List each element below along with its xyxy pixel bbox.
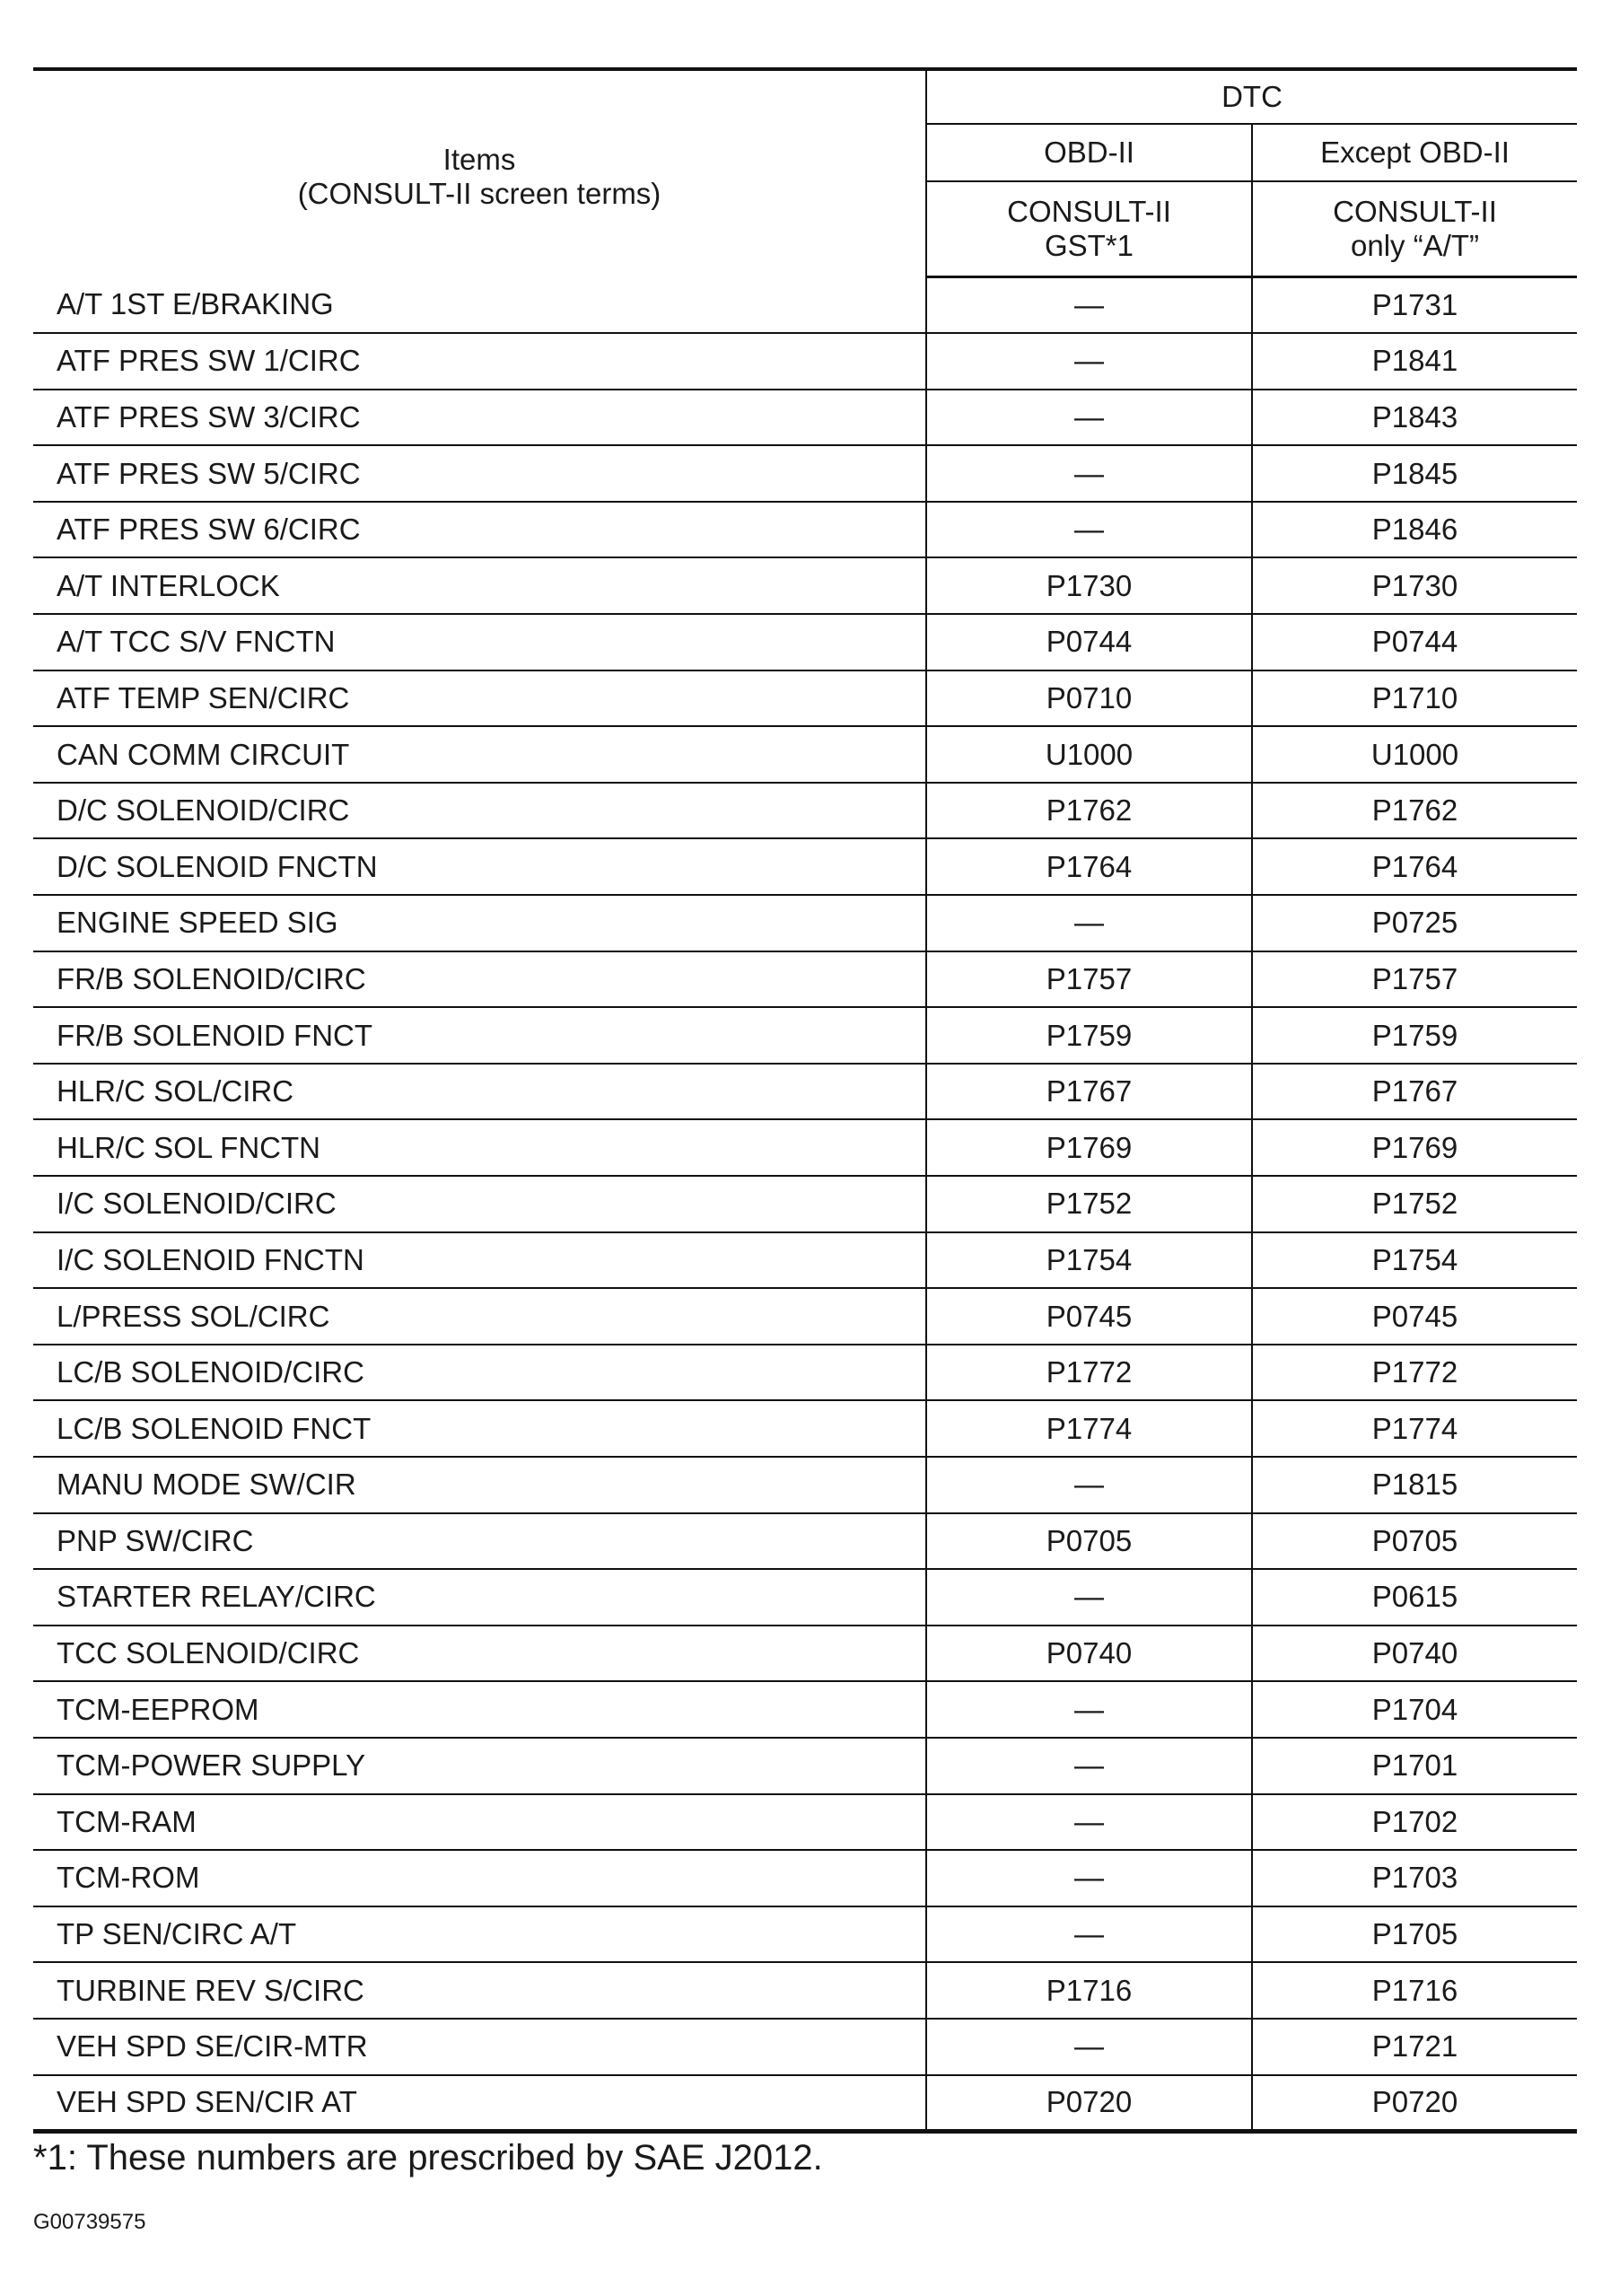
obd-code-cell: P1754 (926, 1232, 1252, 1289)
item-cell: FR/B SOLENOID/CIRC (33, 951, 926, 1008)
table-row (33, 1850, 1577, 1906)
obd-code-cell: P1759 (926, 1007, 1252, 1064)
table-row (33, 1738, 1577, 1794)
except-obd-code-cell: P1772 (1252, 1345, 1577, 1401)
table-row (33, 1794, 1577, 1851)
except-obd-code-cell: P1710 (1252, 670, 1577, 727)
footnote: *1: These numbers are prescribed by SAE J2012. (33, 2138, 823, 2178)
table-row (33, 2075, 1577, 2132)
obd-code-cell: — (926, 1906, 1252, 1963)
obd-code-cell: P1767 (926, 1064, 1252, 1120)
header-except-tool (1252, 181, 1577, 277)
header-obd: OBD-II (926, 124, 1252, 181)
item-cell: TCM-EEPROM (33, 1681, 926, 1738)
obd-code-cell: — (926, 333, 1252, 390)
except-obd-code-cell: P1846 (1252, 502, 1577, 558)
obd-code-cell: P0744 (926, 614, 1252, 670)
item-cell: I/C SOLENOID/CIRC (33, 1176, 926, 1232)
obd-code-cell: P0710 (926, 670, 1252, 727)
obd-code-cell: P0740 (926, 1626, 1252, 1682)
except-obd-code-cell: P1764 (1252, 838, 1577, 895)
except-obd-code-cell: P1843 (1252, 390, 1577, 446)
except-obd-code-cell: P1759 (1252, 1007, 1577, 1064)
item-cell: PNP SW/CIRC (33, 1513, 926, 1570)
except-obd-code-cell: P1841 (1252, 333, 1577, 390)
table-row (33, 502, 1577, 558)
obd-code-cell: — (926, 445, 1252, 502)
table-row (33, 838, 1577, 895)
except-obd-code-cell: P1703 (1252, 1850, 1577, 1906)
table-row (33, 1232, 1577, 1289)
item-cell: STARTER RELAY/CIRC (33, 1569, 926, 1626)
table-row (33, 1906, 1577, 1963)
item-cell: TCM-POWER SUPPLY (33, 1738, 926, 1794)
obd-code-cell: P1764 (926, 838, 1252, 895)
obd-code-cell: P0720 (926, 2075, 1252, 2132)
except-obd-code-cell: P1701 (1252, 1738, 1577, 1794)
table-row (33, 1176, 1577, 1232)
header-except-obd: Except OBD-II (1252, 124, 1577, 181)
header-items (33, 69, 926, 277)
table-row (33, 277, 1577, 334)
obd-code-cell: P1716 (926, 1962, 1252, 2019)
table-row (33, 783, 1577, 839)
figure-code: G00739575 (33, 2210, 146, 2234)
except-obd-code-cell: P1731 (1252, 277, 1577, 334)
dtc-table (33, 67, 1577, 2134)
item-cell: A/T TCC S/V FNCTN (33, 614, 926, 670)
table-row (33, 1119, 1577, 1176)
obd-code-cell: P1774 (926, 1400, 1252, 1457)
table-row (33, 1345, 1577, 1401)
table-row (33, 333, 1577, 390)
item-cell: D/C SOLENOID/CIRC (33, 783, 926, 839)
except-obd-code-cell: P1705 (1252, 1906, 1577, 1963)
header-obd-tool-line2: GST*1 (1044, 229, 1134, 262)
item-cell: ATF PRES SW 5/CIRC (33, 445, 926, 502)
table-row (33, 1457, 1577, 1513)
obd-code-cell: P0705 (926, 1513, 1252, 1570)
table-row (33, 951, 1577, 1008)
table-row (33, 1569, 1577, 1626)
obd-code-cell: P1769 (926, 1119, 1252, 1176)
except-obd-code-cell: P0725 (1252, 895, 1577, 951)
item-cell: HLR/C SOL/CIRC (33, 1064, 926, 1120)
except-obd-code-cell: P1762 (1252, 783, 1577, 839)
item-cell: TCC SOLENOID/CIRC (33, 1626, 926, 1682)
obd-code-cell: P1762 (926, 783, 1252, 839)
item-cell: TCM-RAM (33, 1794, 926, 1851)
table-row (33, 614, 1577, 670)
item-cell: ENGINE SPEED SIG (33, 895, 926, 951)
item-cell: VEH SPD SEN/CIR AT (33, 2075, 926, 2132)
except-obd-code-cell: P1730 (1252, 557, 1577, 614)
except-obd-code-cell: P1704 (1252, 1681, 1577, 1738)
table-row (33, 726, 1577, 783)
table-row (33, 670, 1577, 727)
table-row (33, 1513, 1577, 1570)
header-except-tool-line1: CONSULT-II (1333, 195, 1497, 229)
obd-code-cell: — (926, 1794, 1252, 1851)
table-body (33, 277, 1577, 2132)
except-obd-code-cell: U1000 (1252, 726, 1577, 783)
table-row (33, 2019, 1577, 2075)
except-obd-code-cell: P1754 (1252, 1232, 1577, 1289)
obd-code-cell: P0745 (926, 1288, 1252, 1345)
item-cell: LC/B SOLENOID FNCT (33, 1400, 926, 1457)
except-obd-code-cell: P0720 (1252, 2075, 1577, 2132)
item-cell: D/C SOLENOID FNCTN (33, 838, 926, 895)
except-obd-code-cell: P1702 (1252, 1794, 1577, 1851)
item-cell: L/PRESS SOL/CIRC (33, 1288, 926, 1345)
obd-code-cell: P1752 (926, 1176, 1252, 1232)
item-cell: TCM-ROM (33, 1850, 926, 1906)
obd-code-cell: — (926, 390, 1252, 446)
item-cell: ATF PRES SW 3/CIRC (33, 390, 926, 446)
obd-code-cell: — (926, 1738, 1252, 1794)
except-obd-code-cell: P1845 (1252, 445, 1577, 502)
table-header (33, 69, 1577, 277)
item-cell: TURBINE REV S/CIRC (33, 1962, 926, 2019)
obd-code-cell: U1000 (926, 726, 1252, 783)
header-items-subtitle: (CONSULT-II screen terms) (297, 176, 661, 210)
except-obd-code-cell: P1716 (1252, 1962, 1577, 2019)
item-cell: LC/B SOLENOID/CIRC (33, 1345, 926, 1401)
obd-code-cell: P1757 (926, 951, 1252, 1008)
table-row (33, 445, 1577, 502)
except-obd-code-cell: P1815 (1252, 1457, 1577, 1513)
item-cell: I/C SOLENOID FNCTN (33, 1232, 926, 1289)
item-cell: HLR/C SOL FNCTN (33, 1119, 926, 1176)
obd-code-cell: — (926, 1681, 1252, 1738)
except-obd-code-cell: P1767 (1252, 1064, 1577, 1120)
except-obd-code-cell: P1757 (1252, 951, 1577, 1008)
header-dtc: DTC (926, 69, 1577, 124)
item-cell: ATF PRES SW 1/CIRC (33, 333, 926, 390)
header-obd-tool (926, 181, 1252, 277)
item-cell: MANU MODE SW/CIR (33, 1457, 926, 1513)
table-row (33, 1962, 1577, 2019)
item-cell: ATF PRES SW 6/CIRC (33, 502, 926, 558)
header-items-title: Items (442, 142, 516, 176)
obd-code-cell: — (926, 277, 1252, 334)
obd-code-cell: — (926, 502, 1252, 558)
table-row (33, 895, 1577, 951)
table-row (33, 390, 1577, 446)
item-cell: A/T INTERLOCK (33, 557, 926, 614)
header-obd-tool-line1: CONSULT-II (1007, 195, 1171, 229)
obd-code-cell: P1772 (926, 1345, 1252, 1401)
except-obd-code-cell: P0615 (1252, 1569, 1577, 1626)
table-row (33, 1064, 1577, 1120)
obd-code-cell: — (926, 2019, 1252, 2075)
item-cell: FR/B SOLENOID FNCT (33, 1007, 926, 1064)
obd-code-cell: P1730 (926, 557, 1252, 614)
table-row (33, 1681, 1577, 1738)
except-obd-code-cell: P1769 (1252, 1119, 1577, 1176)
item-cell: CAN COMM CIRCUIT (33, 726, 926, 783)
obd-code-cell: — (926, 1569, 1252, 1626)
table-row (33, 1400, 1577, 1457)
except-obd-code-cell: P0705 (1252, 1513, 1577, 1570)
except-obd-code-cell: P1752 (1252, 1176, 1577, 1232)
table-row (33, 1007, 1577, 1064)
obd-code-cell: — (926, 1457, 1252, 1513)
except-obd-code-cell: P0740 (1252, 1626, 1577, 1682)
item-cell: ATF TEMP SEN/CIRC (33, 670, 926, 727)
header-except-tool-line2: only “A/T” (1350, 229, 1480, 262)
except-obd-code-cell: P0745 (1252, 1288, 1577, 1345)
table-row (33, 557, 1577, 614)
table-row (33, 1288, 1577, 1345)
except-obd-code-cell: P1774 (1252, 1400, 1577, 1457)
item-cell: TP SEN/CIRC A/T (33, 1906, 926, 1963)
except-obd-code-cell: P1721 (1252, 2019, 1577, 2075)
item-cell: A/T 1ST E/BRAKING (33, 277, 926, 334)
obd-code-cell: — (926, 895, 1252, 951)
table-row (33, 1626, 1577, 1682)
item-cell: VEH SPD SE/CIR-MTR (33, 2019, 926, 2075)
except-obd-code-cell: P0744 (1252, 614, 1577, 670)
obd-code-cell: — (926, 1850, 1252, 1906)
